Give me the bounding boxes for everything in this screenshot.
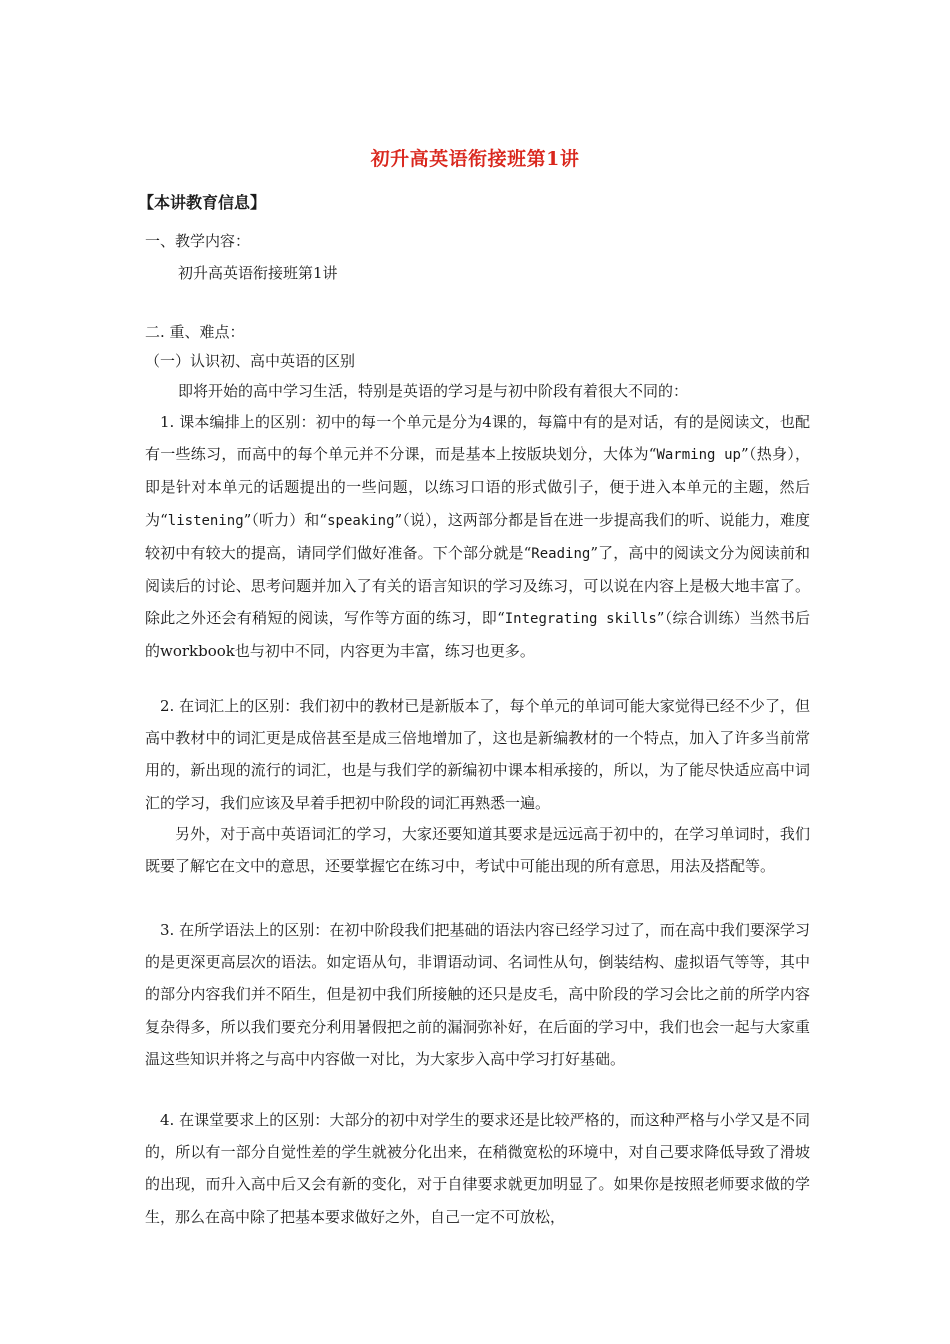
document-title: 初升高英语衔接班第1讲 — [370, 148, 580, 170]
info-header: 【本讲教育信息】 — [138, 193, 267, 212]
section2-label: 二. 重、难点： — [145, 323, 245, 341]
paragraph-vocabulary-extra: 另外，对于高中英语词汇的学习，大家还要知道其要求是远远高于初中的，在学习单词时，我们既要了解它在文中的意思，还要掌握它在练习中，考试中可能出现的所有意思，用法及搭配等。 — [145, 825, 810, 876]
section1-label: 一、教学内容： — [145, 232, 251, 250]
p1-b: ”（热身），即是针对本单元的话题提出的一些问题，以练习口语的形式做引子，便于进入本单元的主题，然后为“ — [145, 445, 810, 529]
paragraph-textbook — [145, 406, 810, 668]
section1-content: 初升高英语衔接班第1讲 — [178, 264, 338, 282]
p1-warming: Warming up — [656, 447, 741, 464]
paragraph-classroom: 4. 在课堂要求上的区别：大部分的初中对学生的要求还是比较严格的，而这种严格与小学又是不同的，所以有一部分自觉性差的学生就被分化出来，在稍微宽松的环境中，对自己要求降低导致了滑坡的出现，而升入高中后又会有新的变化，对于自律要求就更加明显了。如果你是按照老师要求做的学生，那么在高中除了把基本要求做好之外，自己一定不可放松， — [145, 1111, 810, 1226]
p1-listening: listening — [167, 512, 244, 529]
p1-integrating: Integrating skills — [504, 611, 657, 628]
p1-c: ”（听力）和“ — [243, 510, 328, 529]
p1-d: ”（说），这两部分都是旨在进一步提高我们的听、说能力，难度较初中有较大的提高，请同学们做好准备。下个部分就是“ — [145, 510, 811, 562]
p1-a: 1. 课本编排上的区别：初中的每一个单元是分为4课的，每篇中有的是对话，有的是阅读文，也配有一些练习，而高中的每个单元并不分课，而是基本上按版块划分，大体为“ — [145, 413, 810, 464]
p1-speaking: speaking — [327, 512, 395, 529]
p1-e: ”了，高中的阅读文分为阅读前和阅读后的讨论、思考问题并加入了有关的语言知识的学习及练习，可以说在内容上是极大地丰富了。除此之外还会有稍短的阅读，写作等方面的练习，即“ — [145, 543, 811, 628]
subsection1-label: （一）认识初、高中英语的区别 — [145, 352, 356, 370]
paragraph-vocabulary: 2. 在词汇上的区别：我们初中的教材已是新版本了，每个单元的单词可能大家觉得已经不少了，但高中教材中的词汇更是成倍甚至是成三倍地增加了，这也是新编教材的一个特点，加入了许多当前常用的，新出现的流行的词汇，也是与我们学的新编初中课本相承接的，所以，为了能尽快适应高中词汇的学习，我们应该及早着手把初中阶段的词汇再熟悉一遍。 — [145, 697, 810, 812]
intro-text: 即将开始的高中学习生活，特别是英语的学习是与初中阶段有着很大不同的： — [178, 382, 689, 400]
p1-reading: Reading — [531, 545, 591, 562]
paragraph-grammar: 3. 在所学语法上的区别：在初中阶段我们把基础的语法内容已经学习过了，而在高中我们要深学习的是更深更高层次的语法。如定语从句，非谓语动词、名词性从句，倒装结构、虚拟语气等等，其中的部分内容我们并不陌生，但是初中我们所接触的还只是皮毛，高中阶段的学习会比之前的所学内容复杂得多，所以我们要充分利用暑假把之前的漏洞弥补好，在后面的学习中，我们也会一起与大家重温这些知识并将之与高中内容做一对比，为大家步入高中学习打好基础。 — [145, 921, 810, 1068]
p1-f: ”（综合训练）当然书后的workbook也与初中不同，内容更为丰富，练习也更多。 — [145, 609, 811, 661]
